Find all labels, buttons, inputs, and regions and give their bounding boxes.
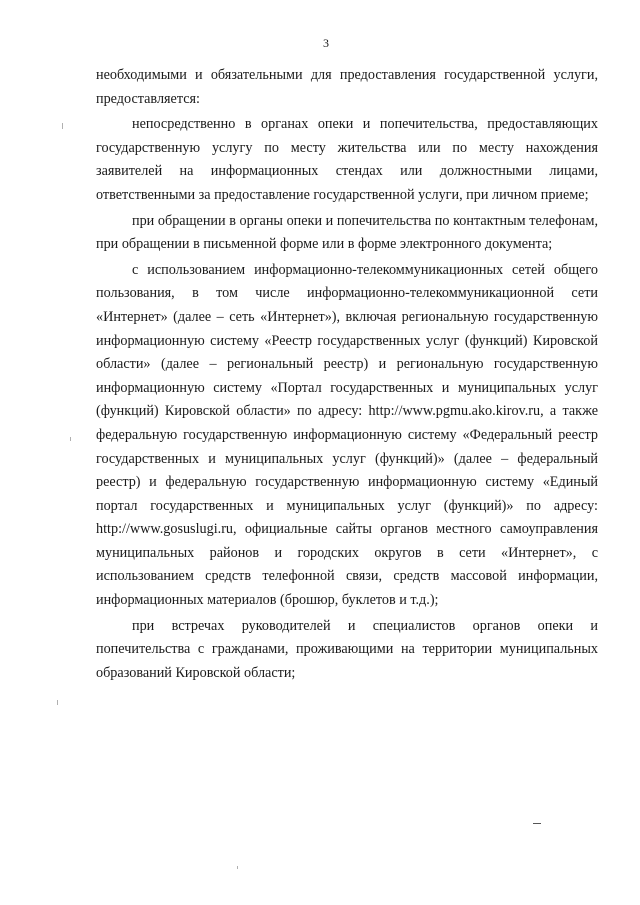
scan-speck bbox=[237, 866, 238, 869]
scan-speck bbox=[70, 437, 71, 441]
paragraph: при обращении в органы опеки и попечительства по контактным телефонам, при обращении в письменной форме или в форме электронного документа; bbox=[96, 212, 598, 253]
scan-speck bbox=[62, 123, 63, 129]
paragraph: непосредственно в органах опеки и попечительства, предоставляющих государственную услугу по месту жительства или по месту нахождения заявителей на информационных стендах или должностными лицами, ответственными за предоставление государственной услуги, при личном приеме; bbox=[96, 116, 598, 203]
document-body bbox=[96, 64, 598, 687]
paragraph: при встречах руководителей и специалистов органов опеки и попечительства с гражданами, проживающими на территории муниципальных образований Кировской области; bbox=[96, 617, 598, 681]
paragraph: необходимыми и обязательными для предоставления государственной услуги, предоставляется: bbox=[96, 67, 598, 107]
scan-speck bbox=[57, 700, 58, 705]
paragraph: с использованием информационно-телекоммуникационных сетей общего пользования, в том числе информационно-телекоммуникационной сети «Интернет» (далее – сеть «Интернет»), включая региональную государственную информационную систему «Реестр государственных услуг (функций) Кировской области» (далее – региональный реестр) и региональную государственную информационную систему «Портал государственных и муниципальных услуг (функций) Кировской области» по адресу: http://www.pgmu.ako.kirov.ru, а также федеральную государственную информационную систему «Федеральный реестр государственных и муниципальных услуг (функций)» (далее – федеральный реестр) и федеральную государственную информационную систему «Единый портал государственных и муниципальных услуг (функций)» по адресу: http://www.gosuslugi.ru, официальные сайты органов местного самоуправления муниципальных районов и городских округов в сети «Интернет», с использованием средств телефонной связи, средств массовой информации, информационных материалов (брошюр, буклетов и т.д.); bbox=[96, 261, 598, 609]
scan-dash bbox=[533, 823, 541, 824]
page-number: 3 bbox=[323, 36, 329, 50]
